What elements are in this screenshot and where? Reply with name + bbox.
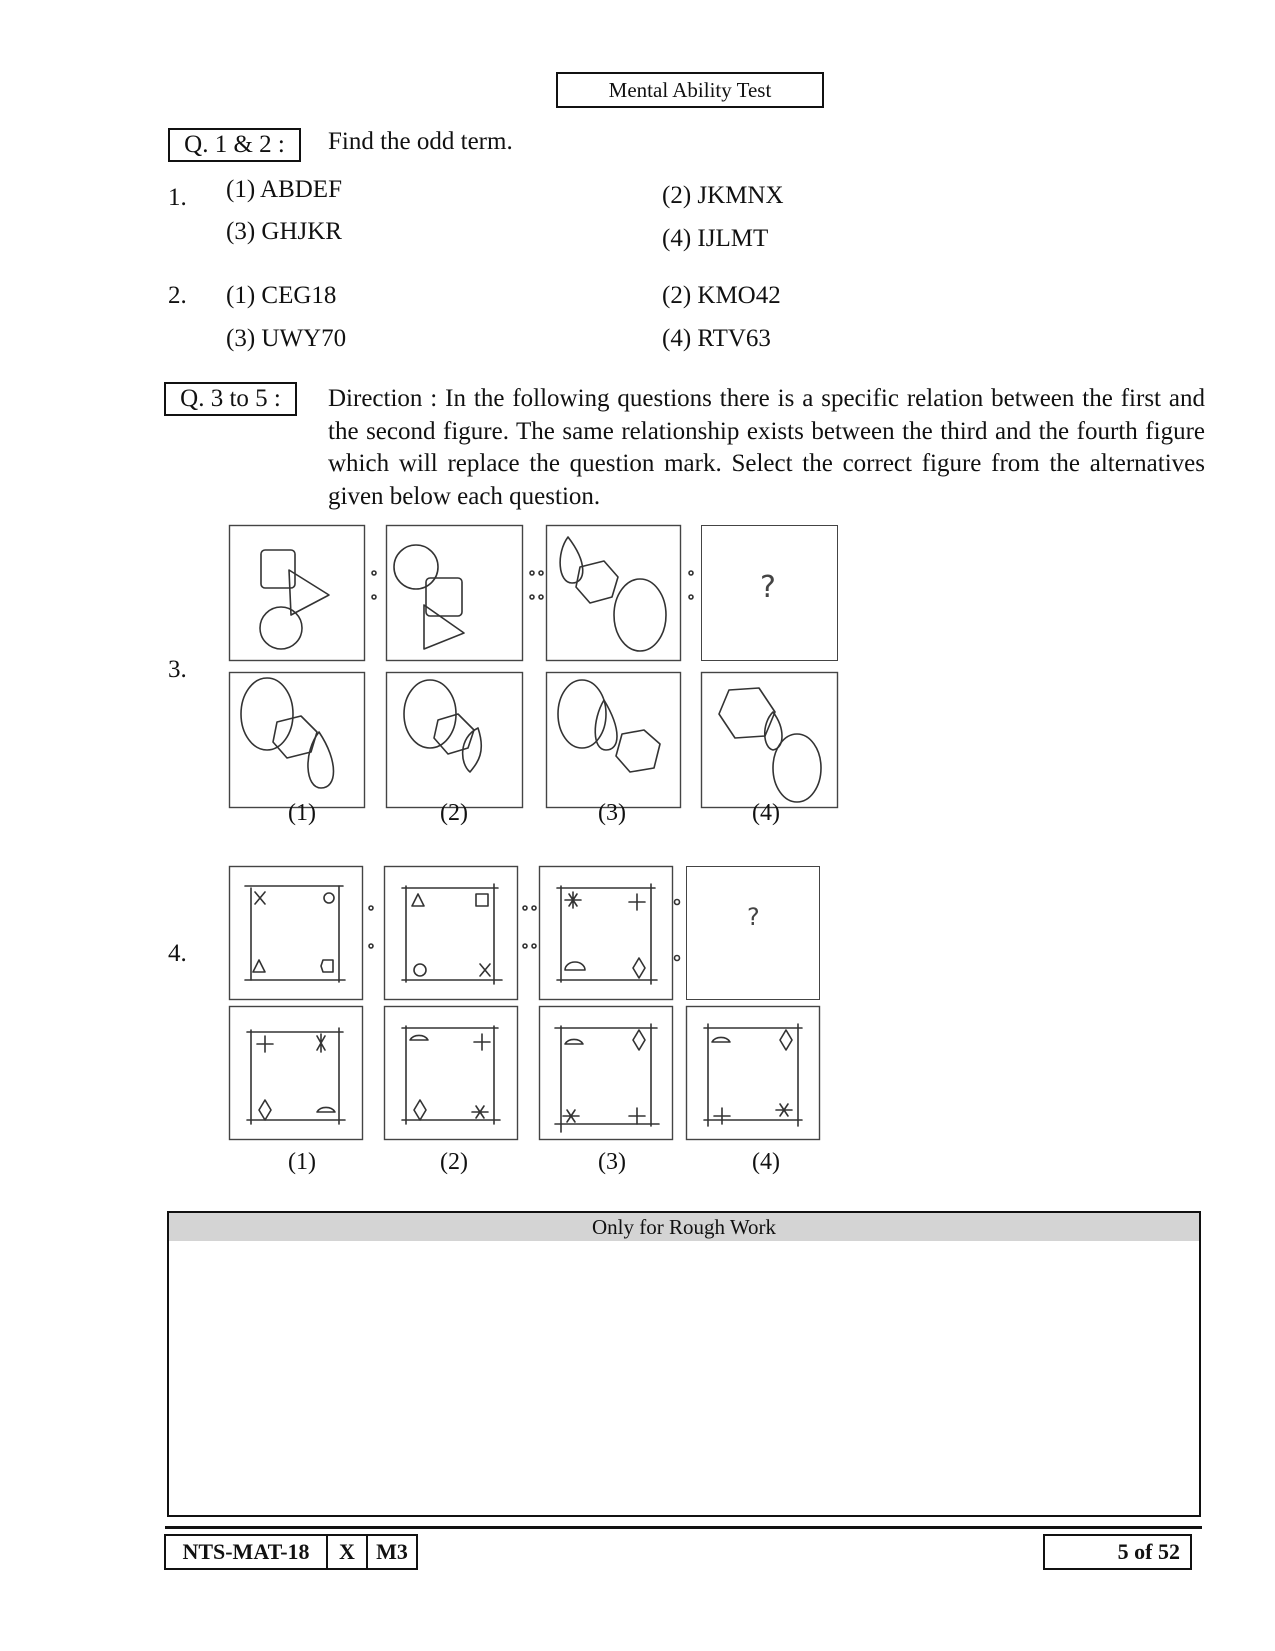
q3-option-label-4: (4): [752, 800, 780, 826]
q4-problem-figure-4: [686, 866, 820, 1000]
q3-option-figure-1: [229, 672, 365, 808]
q4-option-label-1: (1): [288, 1149, 316, 1175]
footer-class: X: [326, 1534, 368, 1570]
q4-option-label-3: (3): [598, 1149, 626, 1175]
footer-page: 5 of 52: [1043, 1534, 1192, 1570]
q3-option-figure-3: [546, 672, 681, 808]
q4-option-figure-3: [539, 1006, 673, 1140]
q3-option-figure-2: [386, 672, 523, 808]
footer-divider: [165, 1526, 1202, 1529]
q4-option-figure-2: [384, 1006, 518, 1140]
q4-question-mark: ?: [747, 903, 760, 931]
q4-problem-figure-2: [384, 866, 518, 1000]
q3-option-label-3: (3): [598, 800, 626, 826]
q4-double-colon: [520, 902, 540, 952]
q3-number: 3.: [168, 656, 187, 683]
q1-number: 1.: [168, 184, 187, 211]
q35-label: Q. 3 to 5 :: [164, 382, 297, 416]
rough-work-label: Only for Rough Work: [169, 1213, 1199, 1241]
q4-problem-figure-1: [229, 866, 363, 1000]
q3-problem-figure-4: [701, 525, 838, 661]
q3-colon-2: [686, 565, 696, 605]
q3-problem-figure-1: [229, 525, 365, 661]
q2-option-2: (2) KMO42: [662, 282, 781, 309]
section-title: Mental Ability Test: [556, 72, 824, 108]
q4-colon-2: [672, 896, 682, 966]
rough-work-box: [167, 1211, 1201, 1517]
footer-set: M3: [366, 1534, 418, 1570]
q12-instruction: Find the odd term.: [328, 128, 513, 155]
q4-option-figure-4: [686, 1006, 820, 1140]
q3-problem-figure-2: [386, 525, 523, 661]
q1-option-2: (2) JKMNX: [662, 182, 784, 209]
footer-code: NTS-MAT-18: [164, 1534, 328, 1570]
q35-direction: Direction : In the following questions there is a specific relation between the first and the second figure. The same relationship exists between the third and the fourth figure which will replace the question mark. Select the correct figure from the alternatives given below each question.: [328, 385, 1205, 510]
q4-option-figure-1: [229, 1006, 363, 1140]
q4-option-label-4: (4): [752, 1149, 780, 1175]
q2-option-4: (4) RTV63: [662, 325, 771, 352]
q1-option-1: (1) ABDEF: [226, 176, 342, 203]
q3-option-label-2: (2): [440, 800, 468, 826]
q3-problem-figure-3: [546, 525, 681, 661]
q3-double-colon: [527, 565, 547, 605]
q3-colon-1: [369, 565, 379, 605]
q1-option-3: (3) GHJKR: [226, 218, 342, 245]
q4-number: 4.: [168, 940, 187, 967]
q2-option-3: (3) UWY70: [226, 325, 347, 352]
q3-option-figure-4: [701, 672, 838, 808]
q1-option-4: (4) IJLMT: [662, 225, 769, 252]
q4-colon-1: [366, 902, 376, 952]
q3-option-label-1: (1): [288, 800, 316, 826]
q2-option-1: (1) CEG18: [226, 282, 337, 309]
q2-number: 2.: [168, 282, 187, 309]
q4-option-label-2: (2): [440, 1149, 468, 1175]
q4-problem-figure-3: [539, 866, 673, 1000]
q12-label: Q. 1 & 2 :: [168, 128, 301, 162]
q3-question-mark: ?: [760, 570, 776, 605]
